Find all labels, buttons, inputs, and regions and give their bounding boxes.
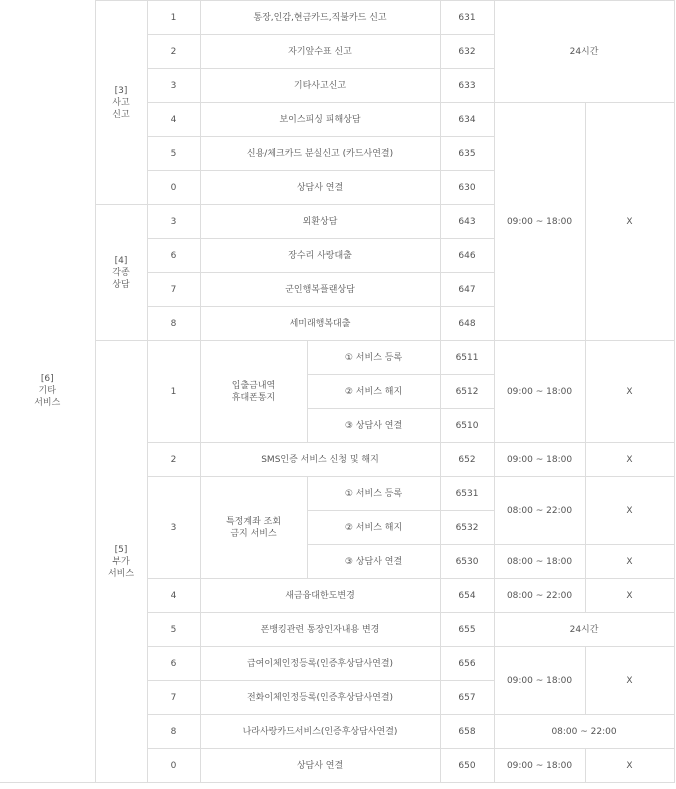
menu-name: 세미래행복대출 [200, 307, 440, 341]
menu-name: SMS인증 서비스 신청 및 해지 [200, 443, 440, 477]
sub-menu-name: ② 서비스 해지 [307, 511, 440, 545]
menu-number: 7 [147, 681, 200, 715]
menu-name: 폰뱅킹관련 통장인자내용 변경 [200, 613, 440, 647]
hours-cell: 08:00 ~ 22:00 [494, 477, 585, 545]
menu-number: 1 [147, 341, 200, 443]
menu-number: 0 [147, 749, 200, 783]
menu-name: 상담사 연결 [200, 171, 440, 205]
menu-name: 상담사 연결 [200, 749, 440, 783]
menu-code: 654 [440, 579, 494, 613]
weekend-cell: X [585, 749, 674, 783]
menu-number: 5 [147, 613, 200, 647]
menu-number: 6 [147, 647, 200, 681]
menu-number: 8 [147, 307, 200, 341]
category-cell: [6] 기타 서비스 [0, 1, 95, 783]
menu-number: 8 [147, 715, 200, 749]
menu-code: 643 [440, 205, 494, 239]
menu-code: 647 [440, 273, 494, 307]
weekend-cell: X [585, 647, 674, 715]
menu-group-name: 특정계좌 조회 금지 서비스 [200, 477, 307, 579]
weekend-cell: X [585, 477, 674, 545]
sub-menu-name: ② 서비스 해지 [307, 375, 440, 409]
weekend-cell: X [585, 443, 674, 477]
menu-number: 6 [147, 239, 200, 273]
menu-name: 보이스피싱 피해상담 [200, 103, 440, 137]
table-row [0, 341, 674, 375]
menu-code: 646 [440, 239, 494, 273]
menu-code: 631 [440, 1, 494, 35]
menu-number: 2 [147, 443, 200, 477]
menu-number: 3 [147, 477, 200, 579]
menu-code: 6510 [440, 409, 494, 443]
menu-code: 656 [440, 647, 494, 681]
hours-cell: 08:00 ~ 18:00 [494, 545, 585, 579]
weekend-cell: X [585, 341, 674, 443]
menu-name: 외환상담 [200, 205, 440, 239]
menu-number: 4 [147, 103, 200, 137]
menu-name: 통장,인감,현금카드,직불카드 신고 [200, 1, 440, 35]
menu-code: 634 [440, 103, 494, 137]
menu-code: 655 [440, 613, 494, 647]
group-cell-consulting: [4] 각종 상담 [95, 205, 147, 341]
menu-number: 3 [147, 205, 200, 239]
menu-group-name: 입출금내역 휴대폰통지 [200, 341, 307, 443]
menu-code: 657 [440, 681, 494, 715]
menu-name: 급여이체인정등록(인증후상담사연결) [200, 647, 440, 681]
menu-name: 나라사랑카드서비스(인증후상담사연결) [200, 715, 440, 749]
hours-cell: 09:00 ~ 18:00 [494, 103, 585, 341]
hours-cell: 09:00 ~ 18:00 [494, 443, 585, 477]
sub-menu-name: ① 서비스 등록 [307, 477, 440, 511]
menu-code: 650 [440, 749, 494, 783]
menu-number: 0 [147, 171, 200, 205]
hours-cell: 08:00 ~ 22:00 [494, 715, 674, 749]
table-row [0, 1, 674, 35]
sub-menu-name: ③ 상담사 연결 [307, 409, 440, 443]
menu-name: 신용/체크카드 분실신고 (카드사연결) [200, 137, 440, 171]
menu-number: 2 [147, 35, 200, 69]
hours-cell: 09:00 ~ 18:00 [494, 749, 585, 783]
menu-code: 6512 [440, 375, 494, 409]
menu-code: 6532 [440, 511, 494, 545]
hours-cell: 09:00 ~ 18:00 [494, 341, 585, 443]
group-cell-accident: [3] 사고 신고 [95, 1, 147, 205]
hours-cell: 08:00 ~ 22:00 [494, 579, 585, 613]
menu-code: 648 [440, 307, 494, 341]
menu-code: 6531 [440, 477, 494, 511]
menu-code: 6511 [440, 341, 494, 375]
weekend-cell: X [585, 545, 674, 579]
menu-number: 4 [147, 579, 200, 613]
menu-code: 652 [440, 443, 494, 477]
hours-cell: 09:00 ~ 18:00 [494, 647, 585, 715]
menu-code: 630 [440, 171, 494, 205]
menu-name: 군인행복플랜상담 [200, 273, 440, 307]
menu-number: 1 [147, 1, 200, 35]
sub-menu-name: ③ 상담사 연결 [307, 545, 440, 579]
menu-code: 633 [440, 69, 494, 103]
menu-number: 7 [147, 273, 200, 307]
menu-name: 자기앞수표 신고 [200, 35, 440, 69]
menu-name: 기타사고신고 [200, 69, 440, 103]
sub-menu-name: ① 서비스 등록 [307, 341, 440, 375]
weekend-cell: X [585, 579, 674, 613]
menu-name: 장수리 사랑대출 [200, 239, 440, 273]
menu-number: 3 [147, 69, 200, 103]
menu-number: 5 [147, 137, 200, 171]
group-cell-additional: [5] 부가 서비스 [95, 341, 147, 783]
weekend-cell: X [585, 103, 674, 341]
menu-code: 635 [440, 137, 494, 171]
menu-name: 전화이체인정등록(인증후상담사연결) [200, 681, 440, 715]
menu-code: 658 [440, 715, 494, 749]
menu-code: 632 [440, 35, 494, 69]
menu-name: 새금융대한도변경 [200, 579, 440, 613]
hours-cell: 24시간 [494, 1, 674, 103]
menu-code: 6530 [440, 545, 494, 579]
hours-cell: 24시간 [494, 613, 674, 647]
